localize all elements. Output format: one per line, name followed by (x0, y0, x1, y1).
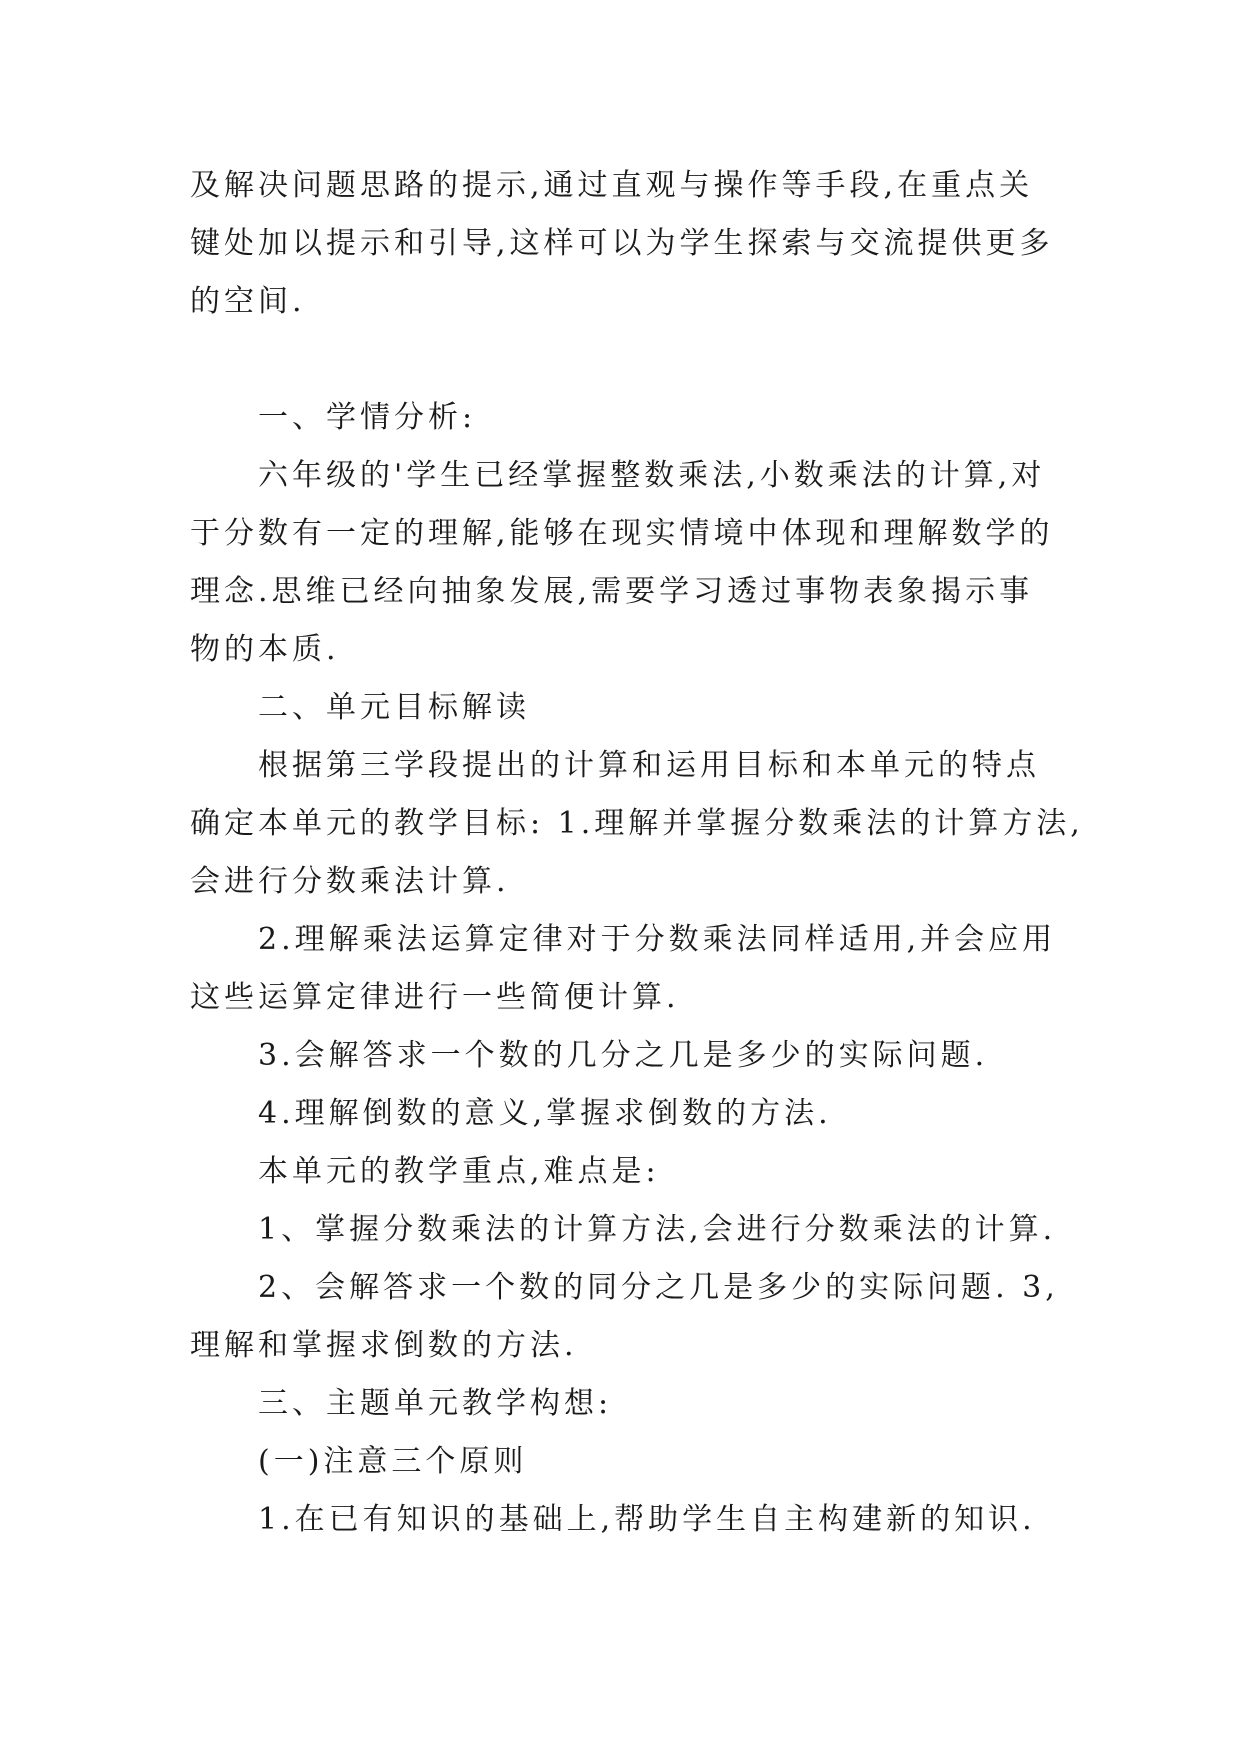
list-item: 2、会解答求一个数的同分之几是多少的实际问题. 3, (258, 1270, 1059, 1305)
paragraph-line: 这些运算定律进行一些简便计算. (190, 980, 680, 1015)
list-item: 1.在已有知识的基础上,帮助学生自主构建新的知识. (258, 1502, 1036, 1537)
list-item: 1、掌握分数乘法的计算方法,会进行分数乘法的计算. (258, 1212, 1057, 1247)
paragraph-line: 及解决问题思路的提示,通过直观与操作等手段,在重点关 (190, 168, 1034, 203)
paragraph-line: 六年级的'学生已经掌握整数乘法,小数乘法的计算,对 (258, 458, 1046, 493)
paragraph-line: 于分数有一定的理解,能够在现实情境中体现和理解数学的 (190, 516, 1054, 551)
paragraph-line: 物的本质. (190, 632, 340, 667)
paragraph-line: 2.理解乘法运算定律对于分数乘法同样适用,并会应用 (258, 922, 1057, 957)
subsection-heading: (一)注意三个原则 (258, 1444, 528, 1479)
paragraph-line: 根据第三学段提出的计算和运用目标和本单元的特点 (258, 748, 1040, 783)
paragraph-line: 会进行分数乘法计算. (190, 864, 510, 899)
section-heading-3: 三、主题单元教学构想: (258, 1386, 613, 1421)
paragraph-line: 键处加以提示和引导,这样可以为学生探索与交流提供更多 (190, 226, 1054, 261)
section-heading-1: 一、学情分析: (258, 400, 477, 435)
paragraph-line: 的空间. (190, 284, 306, 319)
list-item: 3.会解答求一个数的几分之几是多少的实际问题. (258, 1038, 989, 1073)
paragraph-line: 确定本单元的教学目标: 1.理解并掌握分数乘法的计算方法, (190, 806, 1084, 841)
list-item: 4.理解倒数的意义,掌握求倒数的方法. (258, 1096, 832, 1131)
paragraph-line: 理解和掌握求倒数的方法. (190, 1328, 578, 1363)
section-heading-2: 二、单元目标解读 (258, 690, 530, 725)
paragraph-line: 本单元的教学重点,难点是: (258, 1154, 660, 1189)
paragraph-line: 理念.思维已经向抽象发展,需要学习透过事物表象揭示事 (190, 574, 1034, 609)
